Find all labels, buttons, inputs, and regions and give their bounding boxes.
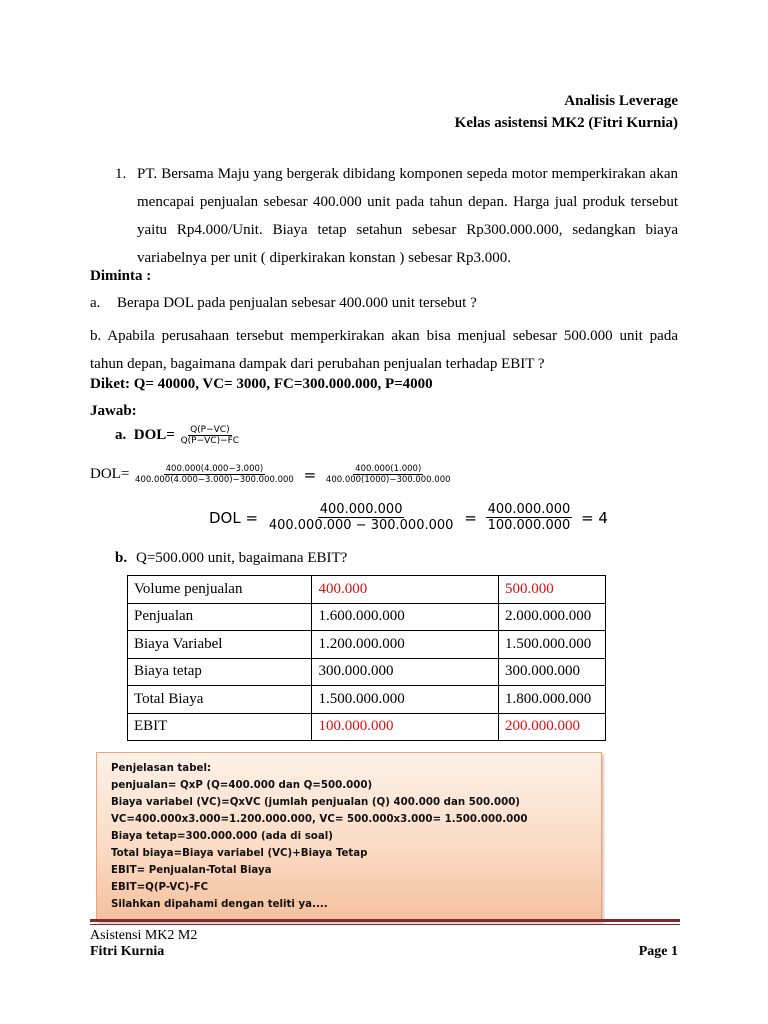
- equals-sign: =: [464, 508, 477, 527]
- value-400k-cell: 400.000: [312, 576, 499, 604]
- dol-sub-den-1: 400.000(4.000−3.000)−300.000.000: [135, 475, 294, 485]
- equals-sign: =: [303, 465, 317, 484]
- dol-substitution-fraction-2: [324, 464, 453, 485]
- value-400k-cell: 300.000.000: [312, 658, 499, 686]
- dol-res-num-1: 400.000.000: [319, 502, 403, 517]
- dol-result: [205, 502, 612, 533]
- part-b-text: Q=500.000 unit, bagaimana EBIT?: [136, 550, 348, 566]
- dol-result-lhs: DOL =: [209, 508, 259, 527]
- dol-sub-den-2: 400.000(1000)−300.000.000: [325, 475, 451, 485]
- problem-text: PT. Bersama Maju yang bergerak dibidang komponen sepeda motor memperkirakan akan mencapai penjualan sebesar 400.000 unit pada tahun depan. Harga jual produk tersebut yaitu Rp4.000/Unit. Biaya tetap setahun sebesar Rp300.000.000, sedangkan biaya variabelnya per unit ( diperkirakan konstan ) sebesar Rp3.000.: [137, 166, 678, 266]
- dol-res-num-2: 400.000.000: [487, 502, 571, 517]
- note-line: Biaya variabel (VC)=QxVC (jumlah penjualan (Q) 400.000 dan 500.000): [111, 795, 520, 808]
- dol-result-fraction-2: [486, 502, 573, 533]
- dol-formula-numerator: Q(P−VC): [190, 425, 230, 435]
- table-row: [128, 576, 606, 604]
- value-400k-cell: 1.600.000.000: [312, 603, 499, 631]
- question-b: b. Apabila perusahaan tersebut memperkirakan akan bisa menjual sebesar 500.000 unit pada tahun depan, bagaimana dampak dari perubahan penjualan terhadap EBIT ?: [90, 328, 678, 372]
- dol-substitution-fraction-1: [133, 464, 296, 485]
- explanation-box: [96, 752, 602, 922]
- problem-statement: [115, 160, 678, 272]
- doc-title: Analisis Leverage: [564, 93, 678, 109]
- problem-number: 1.: [115, 166, 127, 182]
- row-label-cell: Volume penjualan: [128, 576, 312, 604]
- note-line: Biaya tetap=300.000.000 (ada di soal): [111, 829, 333, 842]
- note-line: EBIT=Q(P-VC)-FC: [111, 880, 209, 893]
- page-number: Page 1: [638, 944, 678, 959]
- value-400k-cell: 1.200.000.000: [312, 631, 499, 659]
- diminta-label: Diminta :: [90, 268, 152, 284]
- note-line: Silahkan dipahami dengan teliti ya....: [111, 897, 328, 910]
- note-line: Penjelasan tabel:: [111, 761, 212, 774]
- jawab-label: Jawab:: [90, 403, 137, 419]
- part-b-label: b.: [115, 550, 128, 566]
- row-label-cell: Biaya Variabel: [128, 631, 312, 659]
- dol-substitution: [90, 464, 453, 485]
- dol-formula-lhs: DOL=: [133, 426, 175, 443]
- row-label-cell: Biaya tetap: [128, 658, 312, 686]
- value-500k-cell: 2.000.000.000: [499, 603, 606, 631]
- value-500k-cell: 300.000.000: [499, 658, 606, 686]
- dol-formula: [115, 425, 241, 446]
- dol-res-den-2: 100.000.000: [487, 518, 571, 533]
- value-400k-cell: 1.500.000.000: [312, 686, 499, 714]
- doc-subtitle: Kelas asistensi MK2 (Fitri Kurnia): [454, 115, 678, 131]
- question-a: [90, 295, 477, 312]
- dol-sub-num-2: 400.000(1.000): [355, 464, 422, 474]
- value-500k-cell: 200.000.000: [499, 713, 606, 741]
- diket-line: Diket: Q= 40000, VC= 3000, FC=300.000.000, P=4000: [90, 376, 433, 392]
- dol-result-fraction-1: [267, 502, 456, 533]
- part-b-question: [115, 550, 347, 567]
- row-label-cell: Penjualan: [128, 603, 312, 631]
- dol-substitution-lhs: DOL=: [90, 466, 130, 482]
- question-a-label: a.: [90, 295, 101, 311]
- note-line: VC=400.000x3.000=1.200.000.000, VC= 500.000x3.000= 1.500.000.000: [111, 812, 528, 825]
- value-500k-cell: 500.000: [499, 576, 606, 604]
- dol-formula-denominator: Q(P−VC)−FC: [180, 436, 240, 446]
- footer-course: Asistensi MK2 M2: [90, 928, 198, 943]
- note-line: Total biaya=Biaya variabel (VC)+Biaya Tetap: [111, 846, 368, 859]
- footer-divider: [90, 919, 680, 922]
- ebit-table: [127, 575, 606, 741]
- dol-result-value: = 4: [581, 508, 608, 527]
- dol-sub-num-1: 400.000(4.000−3.000): [165, 464, 264, 474]
- table-row: [128, 631, 606, 659]
- table-row: [128, 713, 606, 741]
- dol-formula-label: a.: [115, 426, 127, 443]
- row-label-cell: Total Biaya: [128, 686, 312, 714]
- value-500k-cell: 1.500.000.000: [499, 631, 606, 659]
- dol-formula-fraction: [179, 425, 242, 446]
- question-a-text: Berapa DOL pada penjualan sebesar 400.000 unit tersebut ?: [117, 295, 477, 311]
- note-line: EBIT= Penjualan-Total Biaya: [111, 863, 272, 876]
- note-line: penjualan= QxP (Q=400.000 dan Q=500.000): [111, 778, 373, 791]
- table-row: [128, 686, 606, 714]
- row-label-cell: EBIT: [128, 713, 312, 741]
- table-row: [128, 658, 606, 686]
- dol-res-den-1: 400.000.000 − 300.000.000: [268, 518, 454, 533]
- footer-author: Fitri Kurnia: [90, 944, 165, 959]
- footer-divider-thin: [90, 924, 680, 925]
- table-row: [128, 603, 606, 631]
- value-400k-cell: 100.000.000: [312, 713, 499, 741]
- value-500k-cell: 1.800.000.000: [499, 686, 606, 714]
